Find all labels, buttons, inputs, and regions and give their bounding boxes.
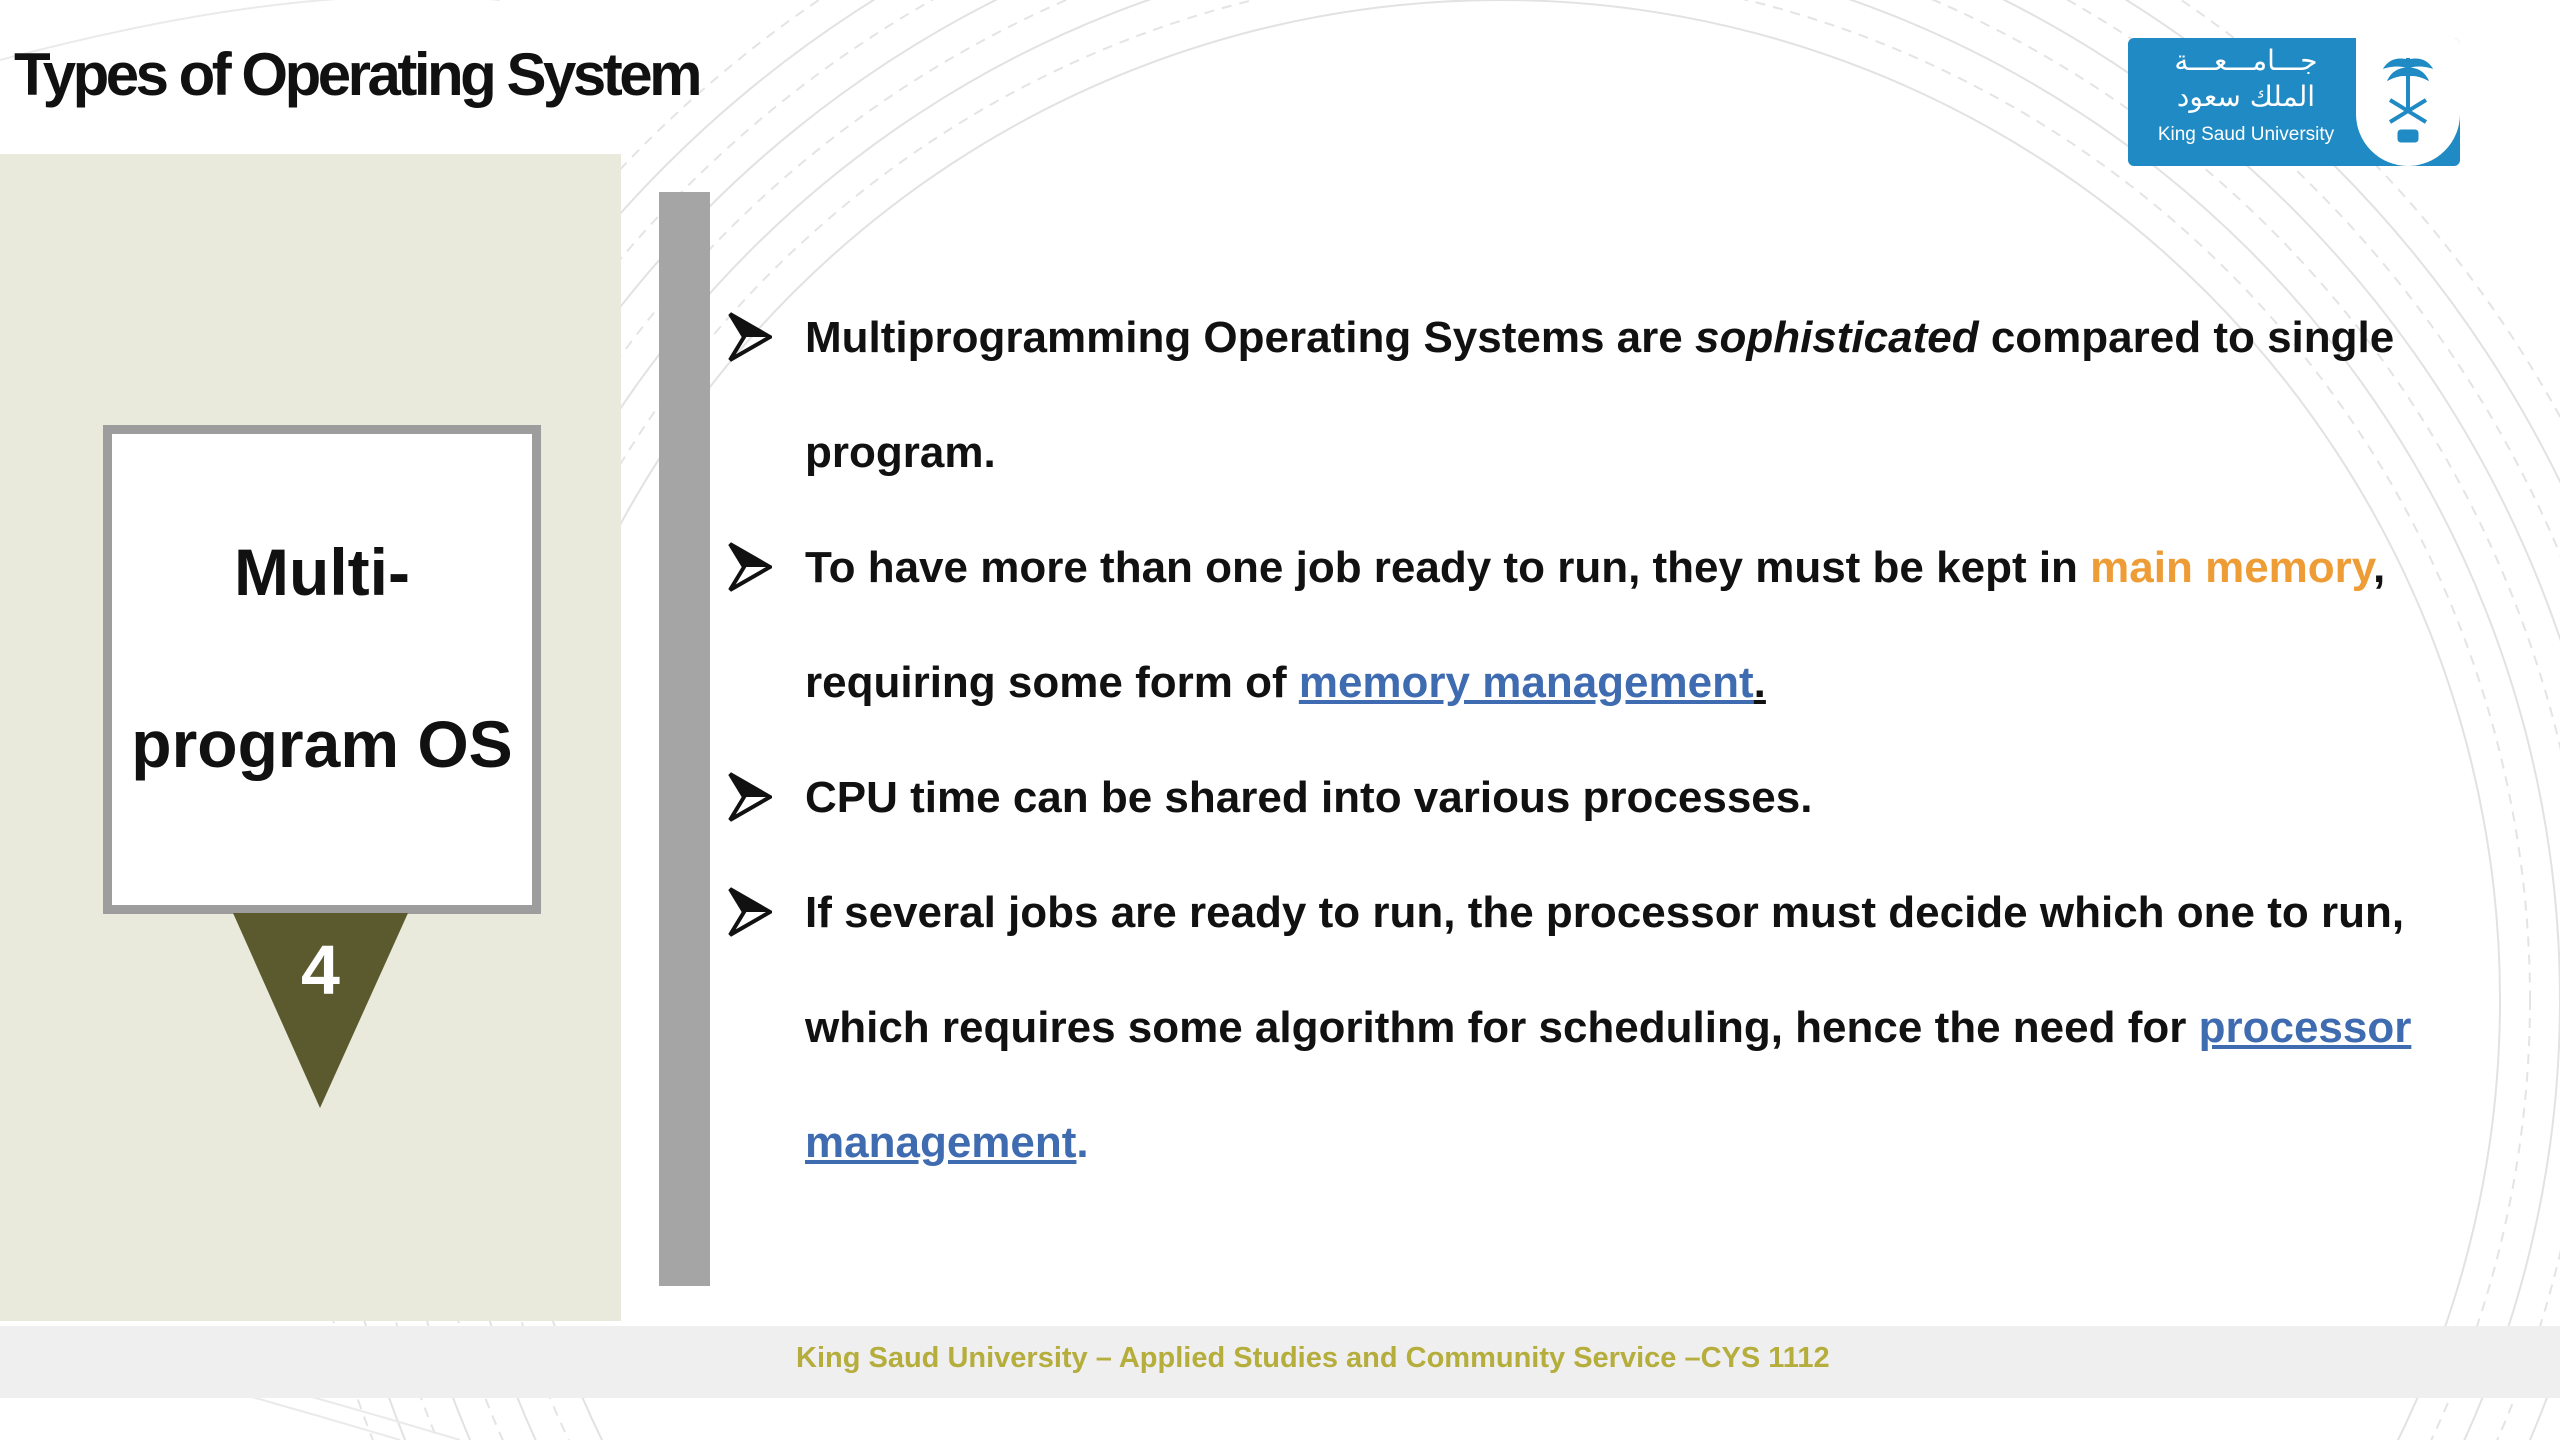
logo-english-name: King Saud University (2157, 124, 2335, 145)
bullet-text (805, 740, 1812, 855)
palm-swords-emblem-icon (2378, 50, 2438, 150)
arrowhead-bullet-icon (728, 312, 772, 362)
logo-arabic-line1: جـــامـــعـــة (2174, 44, 2318, 77)
text-run: program. (805, 428, 996, 477)
university-logo (2128, 38, 2460, 166)
slide-title: Types of Operating System (14, 41, 699, 108)
bullet-text (805, 970, 2411, 1085)
bullet-text (805, 625, 1766, 740)
link-text[interactable]: management (805, 1118, 1077, 1167)
topic-label-line2: program OS (131, 707, 513, 781)
text-run: requiring some form of (805, 658, 1299, 707)
footer-text: King Saud University – Applied Studies and Community Service –CYS 1112 (796, 1342, 1830, 1374)
bullet-text (805, 510, 2385, 625)
bullet-continuation-line (728, 1085, 2436, 1200)
bullet-text (805, 395, 996, 510)
link-text[interactable]: processor (2198, 1003, 2412, 1052)
bullet-text (805, 280, 2394, 395)
topic-box (103, 425, 541, 914)
text-run: To have more than one job ready to run, they must be kept in (805, 543, 2091, 592)
bullet-list (728, 280, 2436, 1200)
bullet-item (728, 280, 2436, 395)
bullet-item (728, 855, 2436, 970)
highlight-text: main memory (2090, 543, 2373, 592)
text-run: Multiprogramming Operating Systems are (805, 313, 1695, 362)
emphasis-text: sophisticated (1694, 313, 1979, 362)
arrowhead-bullet-icon (728, 887, 772, 937)
text-run: If several jobs are ready to run, the processor must decide which one to run, (805, 888, 2405, 937)
text-run: . (1076, 1118, 1089, 1167)
bullet-continuation-line (728, 395, 2436, 510)
arrowhead-bullet-icon (728, 772, 772, 822)
bullet-item (728, 510, 2436, 625)
text-run: compared to single (1978, 313, 2395, 362)
arrowhead-bullet-icon (728, 542, 772, 592)
link-text[interactable]: memory management (1298, 658, 1754, 707)
text-run: . (1753, 658, 1766, 707)
logo-emblem (2356, 38, 2460, 166)
bullet-continuation-line (728, 970, 2436, 1085)
logo-arabic-line2: الملك سعود (2176, 80, 2316, 113)
topic-number: 4 (301, 931, 340, 1009)
bullet-text (805, 855, 2404, 970)
topic-label-line1: Multi- (234, 535, 410, 609)
text-run: which requires some algorithm for scheduling, hence the need for (805, 1003, 2199, 1052)
text-run: , (2373, 543, 2386, 592)
text-run: CPU time can be shared into various processes. (805, 773, 1813, 822)
bullet-text (805, 1085, 1089, 1200)
bullet-continuation-line (728, 625, 2436, 740)
divider-bar (659, 192, 710, 1286)
bullet-item (728, 740, 2436, 855)
